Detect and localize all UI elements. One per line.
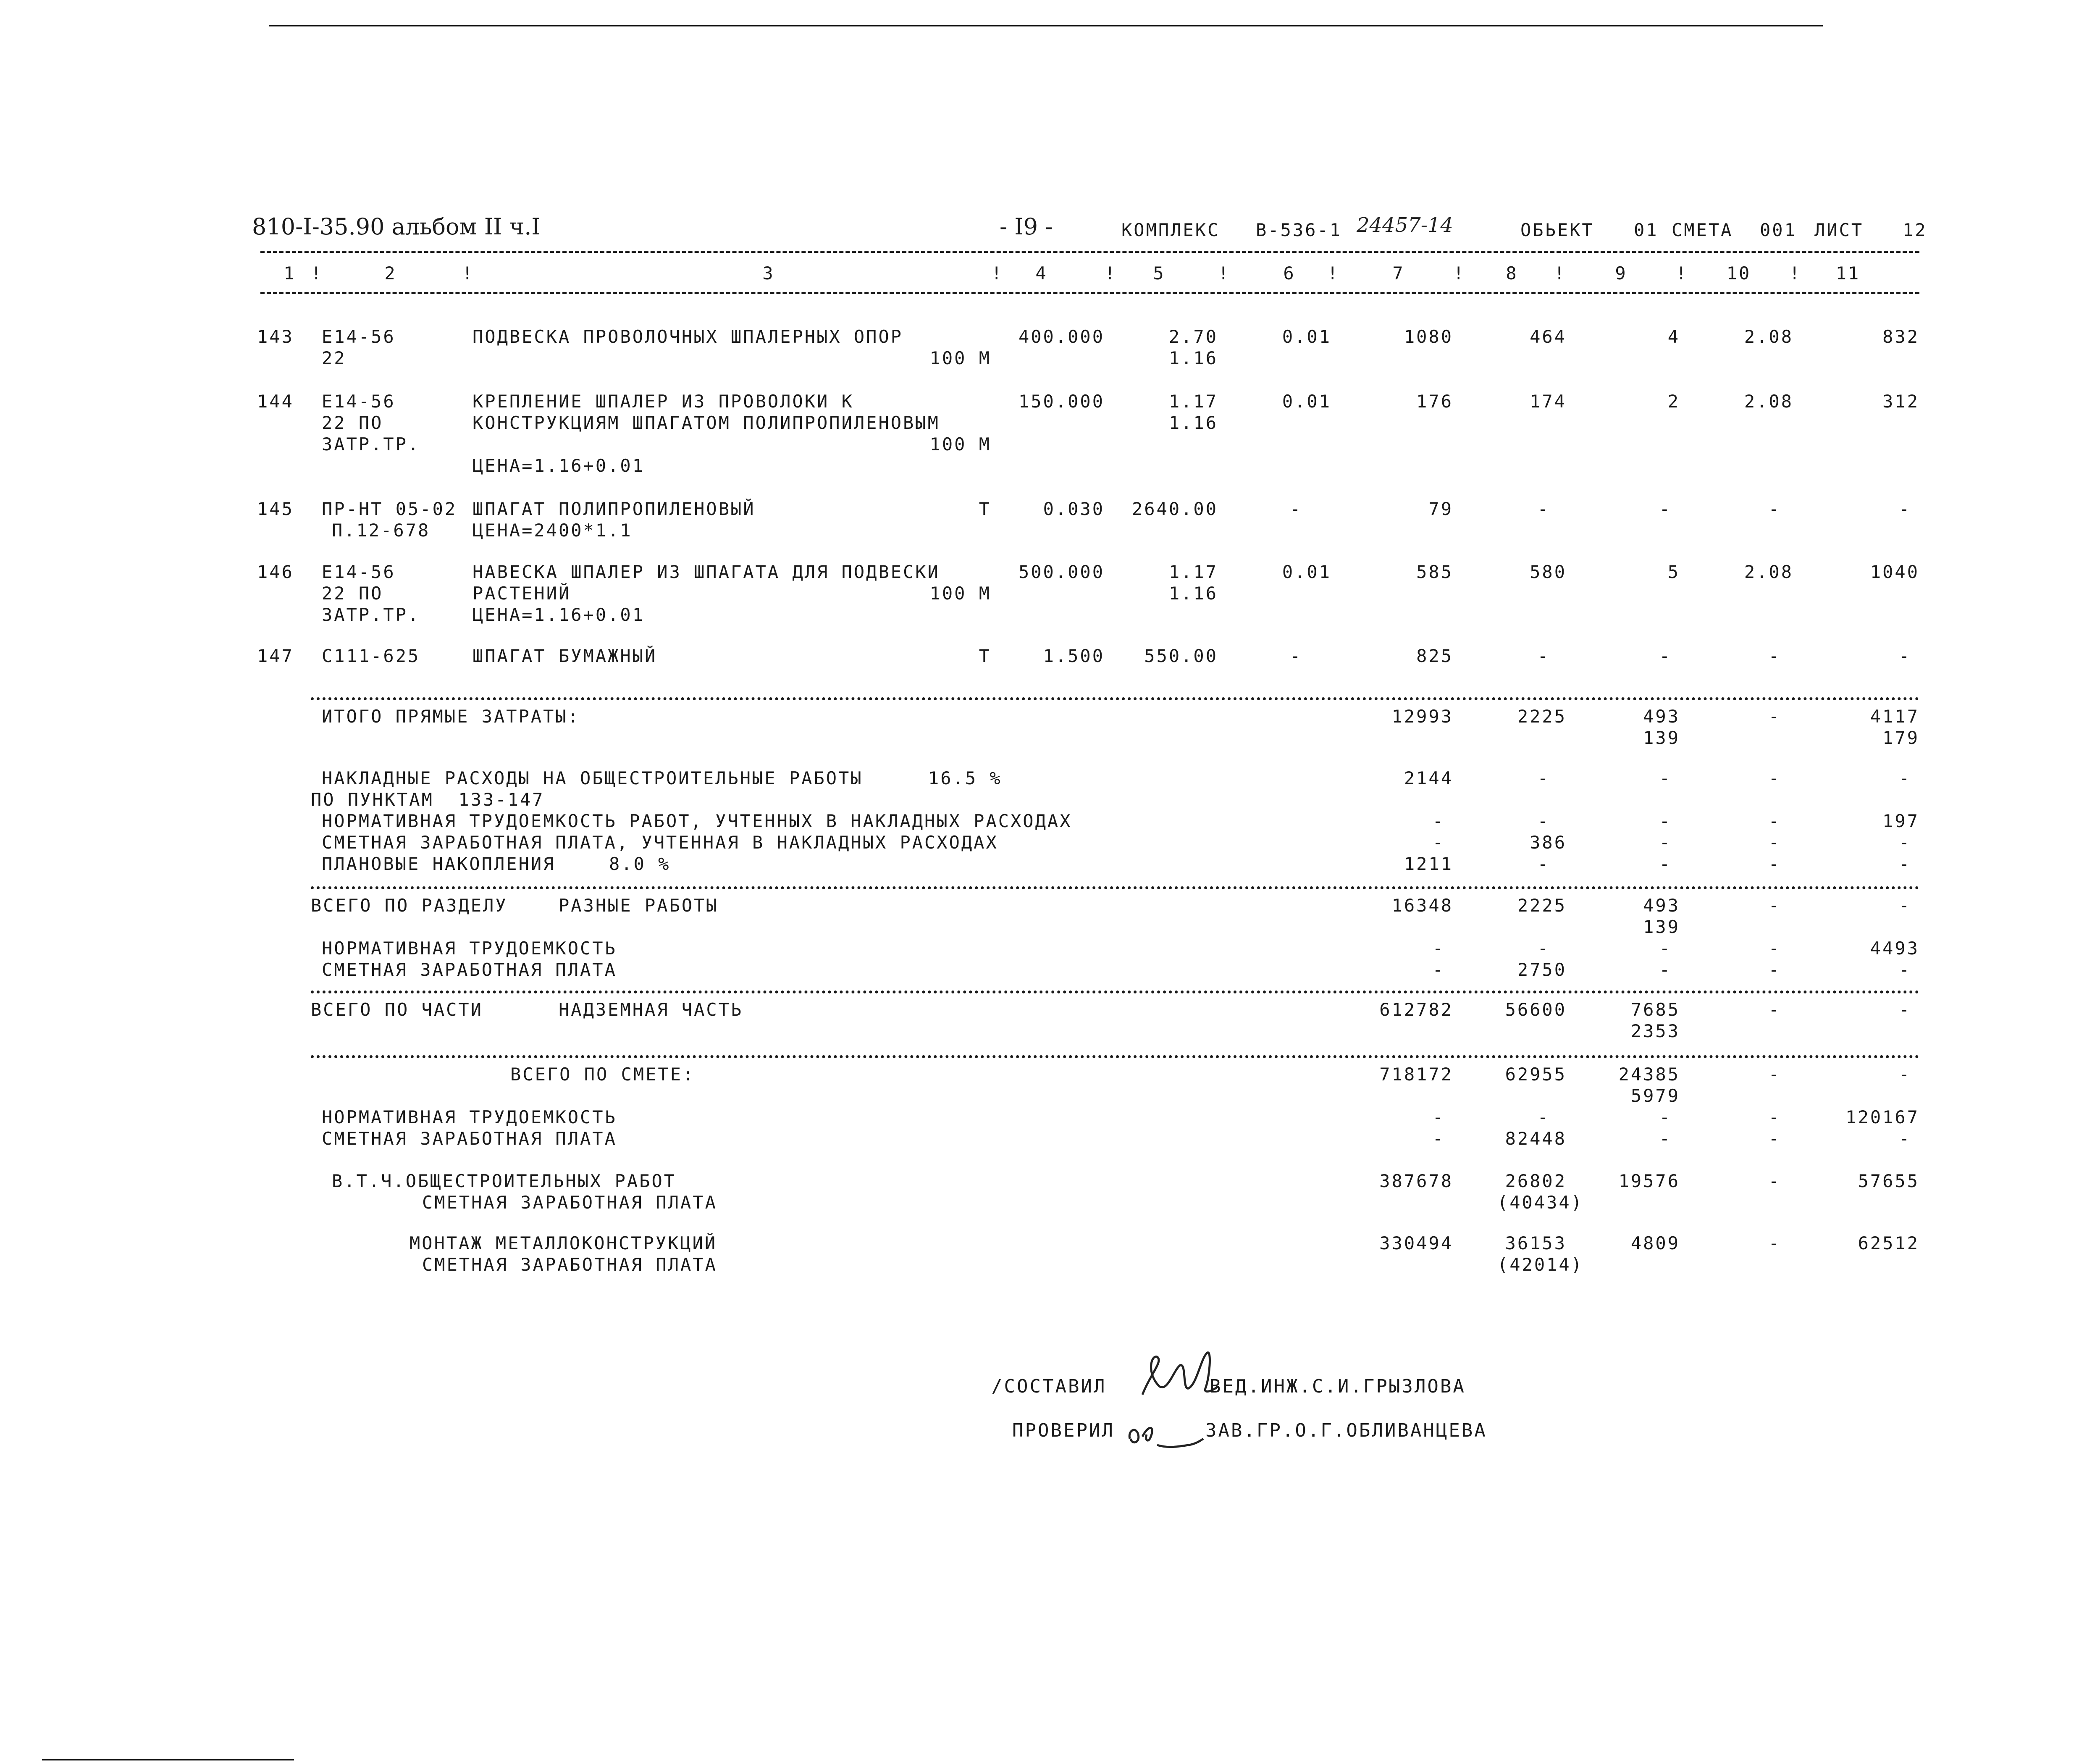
row-146-code-3: ЗАТР.ТР. — [322, 604, 420, 625]
section-wage-label: СМЕТНАЯ ЗАРАБОТНАЯ ПЛАТА — [322, 959, 617, 980]
row-145-unit: Т — [979, 499, 991, 519]
row-143-num: 143 — [257, 326, 294, 347]
metal-c8: 36153 — [1505, 1233, 1567, 1253]
wage-overhead-c11: - — [1898, 832, 1911, 853]
col-separator: ! — [1789, 263, 1802, 284]
row-145-c8: - — [1537, 499, 1550, 519]
section-c9: 493 — [1643, 895, 1680, 916]
col-separator: ! — [462, 263, 475, 284]
estimate-c11: - — [1898, 1064, 1911, 1085]
album-title: 810-I-35.90 альбом II ч.I — [252, 213, 541, 240]
row-144-desc-2: КОНСТРУКЦИЯМ ШПАГАТОМ ПОЛИПРОПИЛЕНОВЫМ — [472, 413, 940, 433]
section-c9b: 139 — [1643, 917, 1680, 937]
col-separator: ! — [1554, 263, 1567, 284]
direct-total-c9b: 139 — [1643, 728, 1680, 748]
planned-c9: - — [1659, 854, 1672, 874]
row-145-code-2: П.12-678 — [332, 520, 430, 541]
direct-total-c8: 2225 — [1517, 706, 1567, 727]
row-143-c8: 464 — [1530, 326, 1567, 347]
signature-compiled — [1134, 1348, 1222, 1403]
col-separator: ! — [1453, 263, 1466, 284]
row-146-desc-1: НАВЕСКА ШПАЛЕР ИЗ ШПАГАТА ДЛЯ ПОДВЕСКИ — [472, 562, 940, 582]
section-norm-c8: - — [1537, 938, 1550, 959]
estimate-wage-c10: - — [1768, 1128, 1781, 1149]
row-146-c11: 1040 — [1870, 562, 1919, 582]
norm-overhead-c10: - — [1768, 811, 1781, 831]
planned-c11: - — [1898, 854, 1911, 874]
part-c10: - — [1768, 999, 1781, 1020]
row-144-c9: 2 — [1667, 391, 1680, 412]
part-c7: 612782 — [1379, 999, 1453, 1020]
row-143-c6: 0.01 — [1282, 326, 1331, 347]
row-146-desc-3: ЦЕНА=1.16+0.01 — [472, 604, 645, 625]
col-header-6: 6 — [1283, 263, 1296, 284]
row-144-c10: 2.08 — [1744, 391, 1793, 412]
separator-estimate — [311, 1055, 1919, 1058]
row-147-desc-1: ШПАГАТ БУМАЖНЫЙ — [472, 646, 657, 666]
row-147-c6: - — [1289, 646, 1302, 666]
general-label: В.Т.Ч.ОБЩЕСТРОИТЕЛЬНЫХ РАБОТ — [332, 1171, 677, 1191]
direct-total-c10: - — [1768, 706, 1781, 727]
overhead-c11: - — [1898, 768, 1911, 788]
row-146-c10: 2.08 — [1744, 562, 1793, 582]
page-number: - I9 - — [1000, 213, 1053, 240]
general-label-2: СМЕТНАЯ ЗАРАБОТНАЯ ПЛАТА — [422, 1192, 717, 1213]
section-c8: 2225 — [1517, 895, 1567, 916]
direct-total-c9: 493 — [1643, 706, 1680, 727]
wage-overhead-c7: - — [1432, 832, 1445, 853]
row-146-code-2: 22 ПО — [322, 583, 383, 604]
general-c7: 387678 — [1379, 1171, 1453, 1191]
col-header-9: 9 — [1615, 263, 1628, 284]
col-separator: ! — [1218, 263, 1231, 284]
row-145-c11: - — [1898, 499, 1911, 519]
row-144-c11: 312 — [1882, 391, 1919, 412]
row-143-c10: 2.08 — [1744, 326, 1793, 347]
row-145-price-1: 2640.00 — [1131, 499, 1218, 519]
overhead-c7: 2144 — [1404, 768, 1453, 788]
metal-label-2: СМЕТНАЯ ЗАРАБОТНАЯ ПЛАТА — [422, 1254, 717, 1275]
row-144-num: 144 — [257, 391, 294, 412]
norm-overhead-c7: - — [1432, 811, 1445, 831]
row-145-c9: - — [1659, 499, 1672, 519]
row-146-unit: 100 М — [929, 583, 991, 604]
row-144-code-3: ЗАТР.ТР. — [322, 434, 420, 455]
row-147-c8: - — [1537, 646, 1550, 666]
col-header-5: 5 — [1153, 263, 1166, 284]
col-header-11: 11 — [1835, 263, 1861, 284]
row-143-code-2: 22 — [322, 348, 346, 368]
col-separator: ! — [1105, 263, 1117, 284]
section-wage-c8: 2750 — [1517, 959, 1567, 980]
row-147-unit: Т — [979, 646, 991, 666]
row-146-price-2: 1.16 — [1168, 583, 1218, 604]
row-144-c8: 174 — [1530, 391, 1567, 412]
estimate-c7: 718172 — [1379, 1064, 1453, 1085]
estimate-wage-c11: - — [1898, 1128, 1911, 1149]
col-header-10: 10 — [1726, 263, 1751, 284]
section-label: ВСЕГО ПО РАЗДЕЛУ — [311, 895, 508, 916]
separator-direct — [311, 697, 1919, 700]
row-147-code-1: С111-625 — [322, 646, 420, 666]
metal-c10: - — [1768, 1233, 1781, 1253]
header-rule-bottom — [260, 292, 1919, 294]
general-c8b: (40434) — [1497, 1192, 1583, 1213]
wage-overhead-c9: - — [1659, 832, 1672, 853]
row-144-code-2: 22 ПО — [322, 413, 383, 433]
col-header-3: 3 — [762, 263, 775, 284]
row-143-price-2: 1.16 — [1168, 348, 1218, 368]
estimate-norm-c8: - — [1537, 1107, 1550, 1127]
norm-overhead-c9: - — [1659, 811, 1672, 831]
row-144-c6: 0.01 — [1282, 391, 1331, 412]
separator-part — [311, 991, 1919, 993]
row-147-c7: 825 — [1416, 646, 1453, 666]
section-c7: 16348 — [1391, 895, 1453, 916]
estimate-c9b: 5979 — [1630, 1085, 1680, 1106]
general-c10: - — [1768, 1171, 1781, 1191]
row-146-qty: 500.000 — [1018, 562, 1105, 582]
wage-overhead-c10: - — [1768, 832, 1781, 853]
overhead-c8: - — [1537, 768, 1550, 788]
section-norm-c10: - — [1768, 938, 1781, 959]
row-145-num: 145 — [257, 499, 294, 519]
section-wage-c10: - — [1768, 959, 1781, 980]
row-147-c10: - — [1768, 646, 1781, 666]
estimate-c8: 62955 — [1505, 1064, 1567, 1085]
row-146-desc-2: РАСТЕНИЙ — [472, 583, 571, 604]
direct-total-c11: 4117 — [1870, 706, 1919, 727]
overhead-label: НАКЛАДНЫЕ РАСХОДЫ НА ОБЩЕСТРОИТЕЛЬНЫЕ РАБОТЫ — [322, 768, 863, 788]
planned-label: ПЛАНОВЫЕ НАКОПЛЕНИЯ — [322, 854, 556, 874]
planned-c8: - — [1537, 854, 1550, 874]
col-separators: ! — [311, 263, 323, 284]
estimate-wage-c9: - — [1659, 1128, 1672, 1149]
metal-c11: 62512 — [1858, 1233, 1919, 1253]
row-144-qty: 150.000 — [1018, 391, 1105, 412]
row-146-c8: 580 — [1530, 562, 1567, 582]
estimate-norm-c11: 120167 — [1845, 1107, 1919, 1127]
col-header-2: 2 — [384, 263, 397, 284]
checked-label: ПРОВЕРИЛ — [1012, 1420, 1115, 1441]
section-name: РАЗНЫЕ РАБОТЫ — [559, 895, 719, 916]
row-145-c7: 79 — [1428, 499, 1453, 519]
metal-c8b: (42014) — [1497, 1254, 1583, 1275]
metal-c9: 4809 — [1630, 1233, 1680, 1253]
row-145-c6: - — [1289, 499, 1302, 519]
row-143-qty: 400.000 — [1018, 326, 1105, 347]
object-label: ОБЬЕКТ — [1520, 220, 1594, 240]
metal-c7: 330494 — [1379, 1233, 1453, 1253]
row-143-c7: 1080 — [1404, 326, 1453, 347]
part-c8: 56600 — [1505, 999, 1567, 1020]
row-145-desc-2: ЦЕНА=2400*1.1 — [472, 520, 633, 541]
direct-total-label: ИТОГО ПРЯМЫЕ ЗАТРАТЫ: — [322, 706, 580, 727]
estimate-label: СМЕТА — [1672, 220, 1733, 240]
sheet-value: 12 — [1903, 220, 1927, 240]
estimate-wage-c8: 82448 — [1505, 1128, 1567, 1149]
norm-overhead-c8: - — [1537, 811, 1550, 831]
metal-label: МОНТАЖ МЕТАЛЛОКОНСТРУКЦИЙ — [410, 1233, 717, 1253]
row-147-c11: - — [1898, 646, 1911, 666]
part-c9b: 2353 — [1630, 1021, 1680, 1041]
row-147-c9: - — [1659, 646, 1672, 666]
section-norm-label: НОРМАТИВНАЯ ТРУДОЕМКОСТЬ — [322, 938, 617, 959]
direct-total-c11b: 179 — [1882, 728, 1919, 748]
row-143-c11: 832 — [1882, 326, 1919, 347]
complex-label: КОМПЛЕКС — [1121, 220, 1220, 240]
estimate-norm-c10: - — [1768, 1107, 1781, 1127]
section-norm-c9: - — [1659, 938, 1672, 959]
col-separator: ! — [991, 263, 1004, 284]
separator-section — [311, 886, 1919, 889]
row-143-code-1: Е14-56 — [322, 326, 396, 347]
part-c9: 7685 — [1630, 999, 1680, 1020]
row-147-qty: 1.500 — [1043, 646, 1105, 666]
direct-total-c7: 12993 — [1391, 706, 1453, 727]
row-143-c9: 4 — [1667, 326, 1680, 347]
section-norm-c7: - — [1432, 938, 1445, 959]
planned-pct: 8.0 % — [609, 854, 671, 874]
col-header-7: 7 — [1392, 263, 1405, 284]
estimate-c10: - — [1768, 1064, 1781, 1085]
estimate-norm-label: НОРМАТИВНАЯ ТРУДОЕМКОСТЬ — [322, 1107, 617, 1127]
handwritten-number: 24457-14 — [1357, 213, 1453, 237]
object-value: 01 — [1634, 220, 1659, 240]
section-wage-c7: - — [1432, 959, 1445, 980]
col-separator: ! — [1676, 263, 1688, 284]
estimate-wage-label: СМЕТНАЯ ЗАРАБОТНАЯ ПЛАТА — [322, 1128, 617, 1149]
scan-bottom-line — [42, 1759, 294, 1760]
row-147-num: 147 — [257, 646, 294, 666]
estimate-label-total: ВСЕГО ПО СМЕТЕ: — [510, 1064, 695, 1085]
norm-overhead-c11: 197 — [1882, 811, 1919, 831]
scan-top-line — [269, 25, 1823, 26]
row-144-desc-1: КРЕПЛЕНИЕ ШПАЛЕР ИЗ ПРОВОЛОКИ К — [472, 391, 854, 412]
row-146-code-1: Е14-56 — [322, 562, 396, 582]
section-wage-c11: - — [1898, 959, 1911, 980]
wage-overhead-c8: 386 — [1530, 832, 1567, 853]
overhead-c9: - — [1659, 768, 1672, 788]
row-144-code-1: Е14-56 — [322, 391, 396, 412]
col-header-1: 1 — [284, 263, 296, 284]
general-c8: 26802 — [1505, 1171, 1567, 1191]
overhead-pct: 16.5 % — [928, 768, 1002, 788]
row-145-code-1: ПР-НТ 05-02 — [322, 499, 457, 519]
part-label: ВСЕГО ПО ЧАСТИ — [311, 999, 483, 1020]
row-146-c6: 0.01 — [1282, 562, 1331, 582]
row-145-c10: - — [1768, 499, 1781, 519]
col-separator: ! — [1327, 263, 1340, 284]
compiled-name: ВЕД.ИНЖ.С.И.ГРЫЗЛОВА — [1210, 1376, 1466, 1397]
row-146-num: 146 — [257, 562, 294, 582]
section-c10: - — [1768, 895, 1781, 916]
overhead-label-2: ПО ПУНКТАМ 133-147 — [311, 789, 545, 810]
estimate-value: 001 — [1760, 220, 1797, 240]
section-norm-c11: 4493 — [1870, 938, 1919, 959]
row-146-c9: 5 — [1667, 562, 1680, 582]
row-147-price-1: 550.00 — [1144, 646, 1218, 666]
col-header-4: 4 — [1035, 263, 1048, 284]
section-wage-c9: - — [1659, 959, 1672, 980]
compiled-label: /СОСТАВИЛ — [991, 1376, 1107, 1397]
row-145-desc-1: ШПАГАТ ПОЛИПРОПИЛЕНОВЫЙ — [472, 499, 756, 519]
row-143-unit: 100 М — [929, 348, 991, 368]
row-144-unit: 100 М — [929, 434, 991, 455]
row-143-price-1: 2.70 — [1168, 326, 1218, 347]
part-name: НАДЗЕМНАЯ ЧАСТЬ — [559, 999, 743, 1020]
norm-overhead-label: НОРМАТИВНАЯ ТРУДОЕМКОСТЬ РАБОТ, УЧТЕННЫХ В НАКЛАДНЫХ РАСХОДАХ — [322, 811, 1072, 831]
header-rule-top — [260, 251, 1919, 253]
estimate-wage-c7: - — [1432, 1128, 1445, 1149]
estimate-norm-c9: - — [1659, 1107, 1672, 1127]
col-header-8: 8 — [1506, 263, 1518, 284]
row-144-price-1: 1.17 — [1168, 391, 1218, 412]
row-146-price-1: 1.17 — [1168, 562, 1218, 582]
sheet-label: ЛИСТ — [1814, 220, 1864, 240]
row-144-c7: 176 — [1416, 391, 1453, 412]
general-c11: 57655 — [1858, 1171, 1919, 1191]
estimate-norm-c7: - — [1432, 1107, 1445, 1127]
planned-c7: 1211 — [1404, 854, 1453, 874]
complex-code: В-536-1 — [1256, 220, 1342, 240]
wage-overhead-label: СМЕТНАЯ ЗАРАБОТНАЯ ПЛАТА, УЧТЕННАЯ В НАКЛАДНЫХ РАСХОДАХ — [322, 832, 998, 853]
row-146-c7: 585 — [1416, 562, 1453, 582]
section-c11: - — [1898, 895, 1911, 916]
estimate-c9: 24385 — [1618, 1064, 1680, 1085]
checked-name: ЗАВ.ГР.О.Г.ОБЛИВАНЦЕВА — [1205, 1420, 1487, 1441]
overhead-c10: - — [1768, 768, 1781, 788]
part-c11: - — [1898, 999, 1911, 1020]
planned-c10: - — [1768, 854, 1781, 874]
row-144-price-2: 1.16 — [1168, 413, 1218, 433]
row-144-desc-4: ЦЕНА=1.16+0.01 — [472, 455, 645, 476]
signature-checked — [1126, 1416, 1205, 1453]
row-145-qty: 0.030 — [1043, 499, 1105, 519]
row-143-desc-1: ПОДВЕСКА ПРОВОЛОЧНЫХ ШПАЛЕРНЫХ ОПОР — [472, 326, 903, 347]
general-c9: 19576 — [1618, 1171, 1680, 1191]
